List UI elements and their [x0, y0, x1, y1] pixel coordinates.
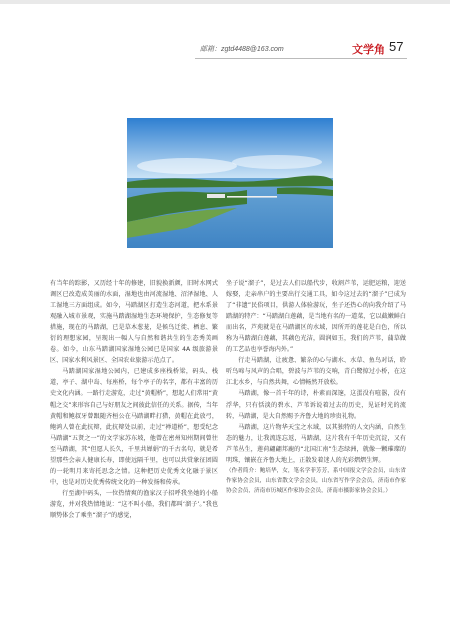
header-email: 邮箱：zgtd4488@163.com: [200, 46, 284, 53]
lake-photo: [127, 118, 333, 248]
article-column-right: [226, 278, 406, 496]
pavilion: [207, 194, 225, 198]
cloud: [232, 155, 322, 169]
article-column-left: [50, 278, 218, 521]
bridge: [227, 196, 277, 198]
article-paragraph: 马踏湖，像一首千年的诗，朴素而深邃，这蛋没有喧嚣，没有浮华，只有恬淡的碧水、芦苇诉说着过去的历史，见证时光的流转，马踏湖，是大自然赐予齐鲁大地的珍贵礼物。: [226, 390, 406, 420]
article-paragraph: 有当年的踪影，又历经十年的修建，旧貌换新颜，旧时水网式调区已改造成美丽的水面，湿地也由河流湿地、沼泽湿地、人工湿地三方面组成。如今，马踏湖区打造生态河道，把水系景观融入城市景观，实施马踏湖湿地生态环境保护，生态修复等措施，现在的马踏湖，已是草木葱茏，是候鸟迁徙、栖息、繁衍的理想家园，呈现出一幅人与自然和谐共生的生态秀美画卷。如今，山东马踏湖国家湿地公园已是国家 4A 级旅游景区、国家水利风景区、全国农业旅游示范点了。: [50, 280, 218, 365]
section-title: 文学角: [352, 43, 385, 56]
header-divider: [195, 58, 407, 59]
article-paragraph: 行走马踏湖，让疲惫、繁杂的心与湖水、水草、鱼鸟对话，聆听鸟啼与风声的合唱，碧波与芦苇的交响，青白鹭掠过小桥，在这江北水乡，与自然共舞，心情畅然开放松。: [226, 357, 406, 387]
page-number: 57: [389, 39, 404, 54]
cloud: [137, 158, 237, 174]
article-paragraph: 坐子说“溜子”，是过去人们以船代步，收割芦苇，运肥运粮，迎送嫁娶，走亲串户的主要出行交通工具，如今这过去的“溜子”已成为了“非遗”民俗项目，供游人体验游玩，坐子还热心的向我介绍了马踏湖的特产：“马踏湖白莲藕，是当地有名的一道菜，它以截嫩鲜白而出名，芦苑就是在马踏湖区的水域，因所开的莲花是白色，所以称为马踏湖白莲藕，其藕色光洁，圆润如玉，我们的芦苇，蒲草做的工艺品也享誉海内外。”: [226, 280, 406, 354]
article-paragraph: 行至湖中码头，一位热情爽的渔家汉子招呼我坐她的小船游览，并对我热情地说：“这不叫小船，我们都叫‘溜子’。”我也顺势体会了乘坐“溜子”的感觉，: [50, 489, 218, 519]
article-paragraph: 马踏湖国家湿地公园内，已建成多座栈桥梁，码头、栈道，亭子、湖中岛、每座桥，每个亭子的名字，都有丰富的历史文化内涵。一路行走游览，走过“黄帽桥”，想起人们常用“黄帽之交”来形容自己与好朋友之间彼此信任的关系。据传，当年黄帽和鲍叔牙曾跟随齐桓公在马踏湖畔打猎，黄帽在此放弓，鲍鸿人曾在此抗辩，此抗辩处以前，走过“禅道桥”，想受纪念马踏湖“五贤之一”的文学家苏东坡，他曾在密州知州期间曾往至马踏湖，其“但愿人长久，千里共婵娟”的千古名句，就是希望那些会亲人健康长寿，即使远隔千里，也可以共赏象征团圆的一轮明月来寄托思念之情。这种把历史优秀文化融于景区中，也是对历史优秀传统文化的一种发扬和传承。: [50, 368, 218, 486]
lake-landscape-image: [127, 118, 333, 248]
top-border: [0, 0, 450, 4]
author-bio: （作者简介：鲍培华，女，笔名学菲芳芳，系中国报文学会会员，山东省作家协会会员，山东省散文学会会员，山东省写作学会会员，济南市作家协会会员，济南市历城区作家协会会员，济南市摄影家协会会员。）: [226, 467, 406, 495]
article-paragraph: 马踏湖，这片物华天宝之水域，以其独特的人文内涵，自然生态的魅力，让我流连忘返，马踏湖，这片我有千年历史沉淀，又有芦苇丛生，莲荷翩翩邦鹿的“北国江南”生态绿洲，就像一颗璀璨的明珠，镶嵌在齐鲁大地上，正散发着迷人的光彩熠熠生辉。: [226, 423, 406, 464]
